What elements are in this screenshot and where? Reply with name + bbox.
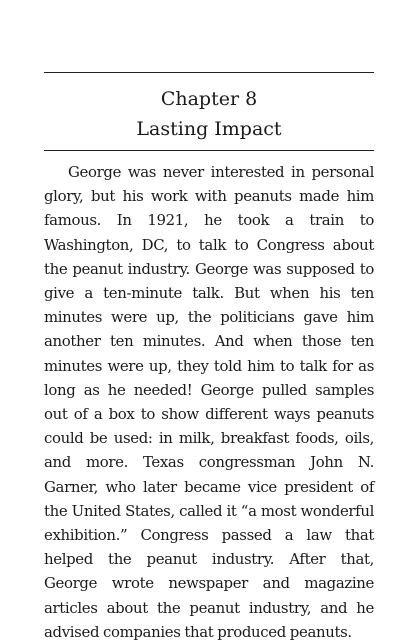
chapter-title: Lasting Impact xyxy=(136,118,282,140)
chapter-number: Chapter 8 xyxy=(160,88,258,110)
chapter-heading xyxy=(44,84,374,144)
body-paragraph: George was never interested in personal glory, but his work with peanuts made him famous. In 1921, he took a train to Washington, DC, to talk to Congress about the peanut industry. George was supposed to give a ten-minute talk. But when his ten minutes were up, the politicians gave him another ten minutes. And when those ten minutes were up, they told him to talk for as long as he needed! George pulled samples out of a box to show different ways peanuts could be used: in milk, breakfast foods, oils, and more. Texas congressman John N. Garner, who later became vice president of the United States, called it “a most wonderful exhibition.” Congress passed a law that helped the peanut industry. After that, George wrote newspaper and magazine articles about the peanut industry, and he advised companies that produced peanuts. xyxy=(44,163,374,641)
chapter-bottom-rule xyxy=(44,150,374,151)
chapter-top-rule xyxy=(44,72,374,73)
